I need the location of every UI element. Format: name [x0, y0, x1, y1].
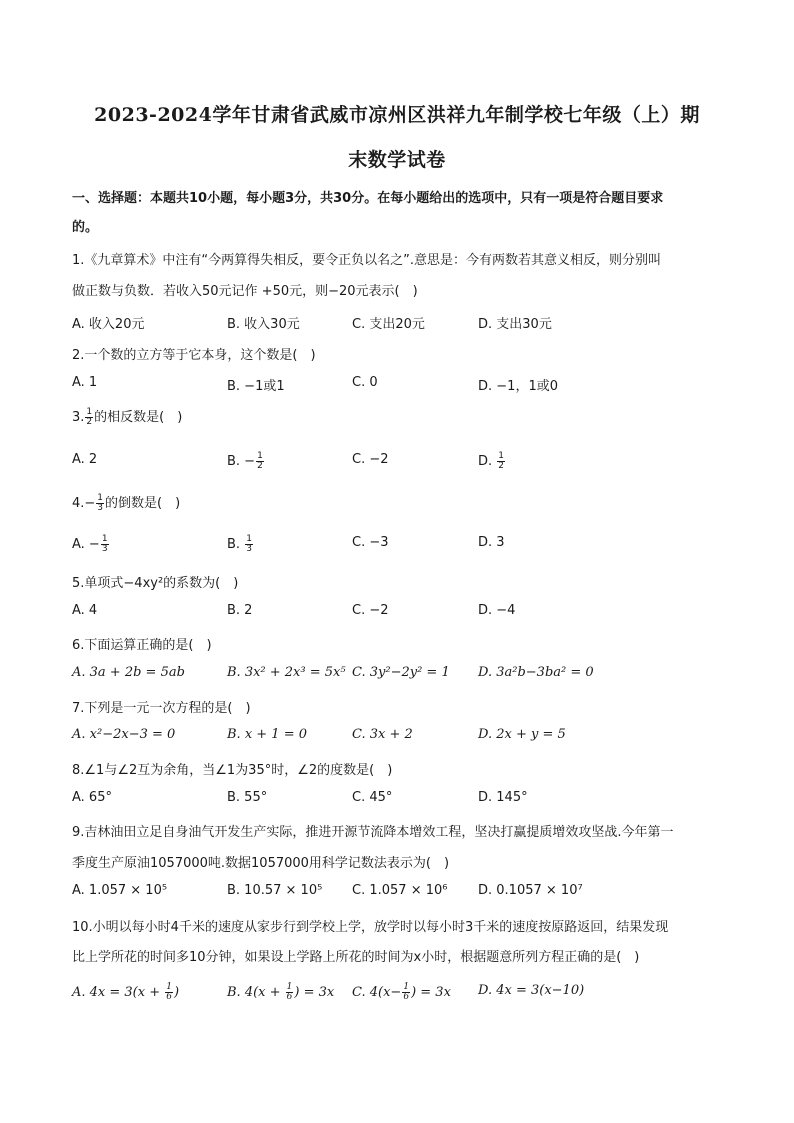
option-d: D. $\frac{1}{2}$	[478, 451, 505, 471]
question-8-stem: 8.∠1与∠2互为余角，当∠1为35°时，∠2的度数是( )	[72, 763, 393, 778]
question-1-line1: 1.《九章算术》中注有“今两算得失相反，要令正负以名之”.意思是：今有两数若其意义相反，则分别叫	[72, 253, 662, 268]
option-d: D. 3a²b−3ba² = 0	[478, 665, 594, 680]
question-6-options	[72, 665, 722, 685]
question-3-prefix: 3.	[72, 410, 85, 425]
question-6-stem: 6.下面运算正确的是( )	[72, 638, 212, 653]
option-a: A. 1	[72, 375, 98, 390]
question-4-prefix: 4.−	[72, 496, 96, 511]
option-b: B. −1或1	[227, 379, 285, 394]
option-d: D. −1，1或0	[478, 379, 558, 394]
option-a: A. 3a + 2b = 5ab	[72, 665, 185, 680]
option-d: D. 145°	[478, 790, 528, 805]
question-8-options	[72, 790, 722, 810]
option-c: C. −2	[352, 603, 389, 618]
option-c: C. 0	[352, 375, 378, 390]
question-3-options	[72, 452, 722, 472]
option-d: D. 0.1057 × 10⁷	[478, 883, 583, 898]
question-4-options	[72, 535, 722, 555]
option-c: C. −3	[352, 535, 389, 550]
option-b: B. 4(x + $\frac{1}{6}$ ) = 3x	[227, 982, 335, 1002]
question-4-stem	[72, 492, 722, 513]
question-9-line2: 季度生产原油1057000吨.数据1057000用科学记数法表示为( )	[72, 856, 450, 871]
option-c: C. 4(x− $\frac{1}{6}$ ) = 3x	[352, 982, 451, 1002]
option-d: D. −4	[478, 603, 516, 618]
section-heading-line2: 的。	[72, 220, 99, 235]
question-1-line2: 做正数与负数．若收入50元记作 +50元，则−20元表示( )	[72, 284, 418, 299]
option-c: C. 45°	[352, 790, 393, 805]
option-b: B. − $\frac{1}{2}$	[227, 451, 263, 471]
option-d: D. 3	[478, 535, 505, 550]
option-c: C. 3y²−2y² = 1	[352, 665, 450, 680]
option-b: B. 2	[227, 603, 253, 618]
question-3-suffix: 的相反数是( )	[94, 410, 183, 425]
question-7-stem: 7.下列是一元一次方程的是( )	[72, 701, 251, 716]
option-d: D. 4x = 3(x−10)	[478, 983, 585, 998]
question-4-fraction: $\frac{1}{3}$	[97, 493, 104, 513]
question-10-options	[72, 983, 722, 1003]
option-a: A. 4	[72, 603, 98, 618]
option-a: A. 1.057 × 10⁵	[72, 883, 168, 898]
question-1-options	[72, 313, 722, 333]
question-3-fraction: $\frac{1}{2}$	[86, 407, 93, 427]
option-a: A. 收入20元	[72, 317, 145, 332]
option-b: B. x + 1 = 0	[227, 727, 308, 742]
option-b: B. 3x² + 2x³ = 5x⁵	[227, 665, 346, 680]
option-a: A. − $\frac{1}{3}$	[72, 534, 108, 554]
question-9-line1: 9.吉林油田立足自身油气开发生产实际，推进开源节流降本增效工程，坚决打赢提质增效攻坚战.今年第一	[72, 825, 674, 840]
option-b: B. 55°	[227, 790, 268, 805]
option-c: C. −2	[352, 452, 389, 467]
question-10-line2: 比上学所花的时间多10分钟，如果设上学路上所花的时间为x小时，根据题意所列方程正确的是( )	[72, 950, 640, 965]
option-a: A. 4x = 3(x + $\frac{1}{6}$ )	[72, 982, 180, 1002]
option-b: B. $\frac{1}{3}$	[227, 534, 252, 554]
option-c: C. 3x + 2	[352, 727, 413, 742]
option-b: B. 10.57 × 10⁵	[227, 883, 323, 898]
question-2-options	[72, 375, 722, 395]
option-d: D. 支出30元	[478, 317, 552, 332]
question-5-stem: 5.单项式−4xy²的系数为( )	[72, 576, 239, 591]
section-heading-line1: 一、选择题：本题共10小题，每小题3分，共30分。在每小题给出的选项中，只有一项是符合题目要求	[72, 191, 664, 206]
exam-title-line2: 末数学试卷	[348, 149, 446, 171]
question-4-suffix: 的倒数是( )	[105, 496, 181, 511]
question-9-options	[72, 883, 722, 903]
question-3-stem	[72, 406, 722, 427]
question-2-stem: 2.一个数的立方等于它本身，这个数是( )	[72, 348, 316, 363]
option-a: A. x²−2x−3 = 0	[72, 727, 176, 742]
option-a: A. 2	[72, 452, 98, 467]
question-10-line1: 10.小明以每小时4千米的速度从家步行到学校上学，放学时以每小时3千米的速度按原路返回，结果发现	[72, 920, 669, 935]
question-7-options	[72, 727, 722, 747]
option-c: C. 1.057 × 10⁶	[352, 883, 448, 898]
option-a: A. 65°	[72, 790, 112, 805]
option-b: B. 收入30元	[227, 317, 300, 332]
option-d: D. 2x + y = 5	[478, 727, 566, 742]
option-c: C. 支出20元	[352, 317, 425, 332]
question-5-options	[72, 603, 722, 623]
exam-title-line1: 2023-2024学年甘肃省武威市凉州区洪祥九年制学校七年级（上）期	[94, 104, 700, 126]
